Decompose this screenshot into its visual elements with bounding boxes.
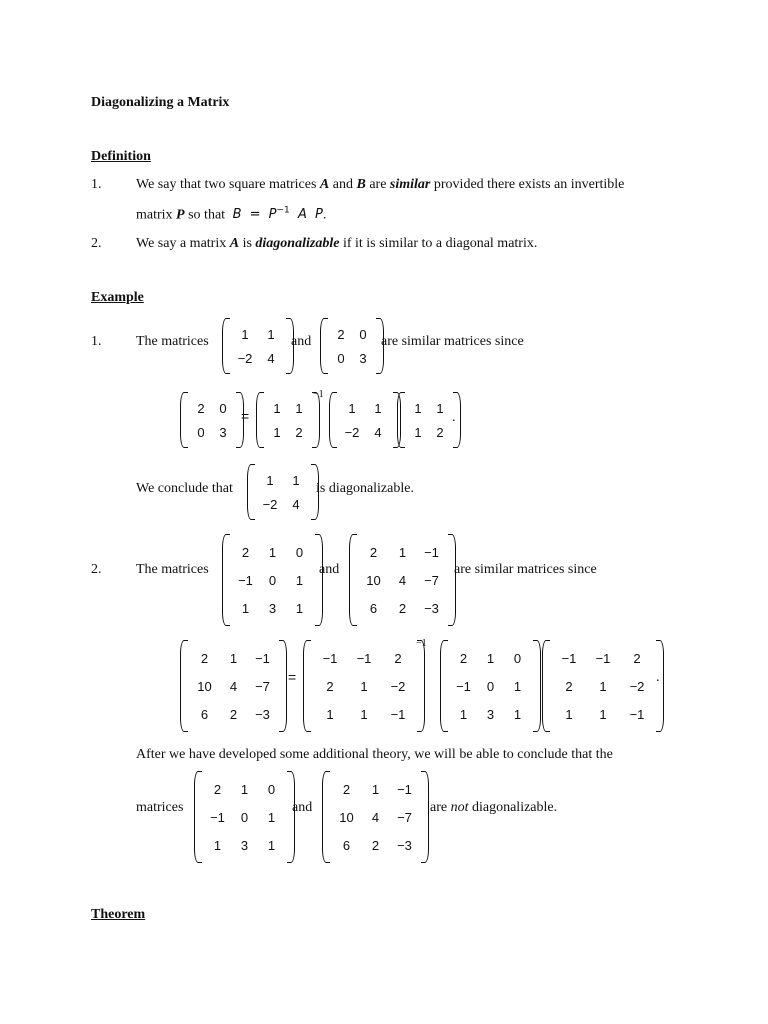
matrix-cell: 2 <box>371 837 380 853</box>
example-2-after-text: After we have developed some additional theory, we will be able to conclude that the <box>136 747 613 762</box>
matrix-grid <box>448 640 533 732</box>
matrix-cell: 1 <box>295 572 304 588</box>
matrix-grid <box>188 392 236 448</box>
matrix-cell: 1 <box>295 600 304 616</box>
matrix-cell: 1 <box>414 400 422 416</box>
left-paren <box>247 464 255 520</box>
matrix-cell: −1 <box>397 781 412 797</box>
matrix-cell: −1 <box>595 650 611 666</box>
matrix-cell: −3 <box>424 600 439 616</box>
matrix-cell: 0 <box>267 781 276 797</box>
matrix-cell: 1 <box>360 706 368 722</box>
left-paren <box>397 392 405 448</box>
matrix-cell: 1 <box>414 424 422 440</box>
right-paren <box>315 534 323 626</box>
matrix-grid <box>230 318 286 374</box>
matrix-cell: 2 <box>295 424 303 440</box>
matrix-cell: 10 <box>366 572 381 588</box>
matrix-cell: −1 <box>456 678 471 694</box>
matrix-cell: 1 <box>240 781 249 797</box>
matrix-cell: −2 <box>237 350 253 366</box>
matrix-cell: 2 <box>197 400 205 416</box>
matrix-grid <box>357 534 448 626</box>
matrix-grid <box>330 771 421 863</box>
eq1-matrix-m1 <box>329 392 401 448</box>
matrix-cell: 0 <box>197 424 205 440</box>
matrix-cell: 4 <box>267 350 275 366</box>
definition-item-2-text: We say a matrix A is diagonalizable if it is similar to a diagonal matrix. <box>136 236 538 251</box>
matrix-cell: 1 <box>436 400 444 416</box>
matrix-cell: 1 <box>292 472 300 488</box>
matrix-cell: 2 <box>337 326 345 342</box>
left-paren <box>542 640 550 732</box>
matrix-cell: 2 <box>436 424 444 440</box>
matrix-cell: 1 <box>213 837 222 853</box>
matrix-cell: 3 <box>219 424 227 440</box>
left-paren <box>222 534 230 626</box>
matrix-cell: −1 <box>390 706 406 722</box>
matrix-cell: 6 <box>342 837 351 853</box>
matrix-cell: 1 <box>241 600 250 616</box>
matrix-cell: 10 <box>339 809 354 825</box>
matrix-grid <box>188 640 279 732</box>
matrix-grid <box>311 640 417 732</box>
matrix-cell: 0 <box>359 326 367 342</box>
matrix-cell: 6 <box>200 706 209 722</box>
matrix-cell: −1 <box>424 544 439 560</box>
eq2-matrix-q2 <box>303 640 425 732</box>
example-2-not-diagonalizable: are not diagonalizable. <box>430 800 558 815</box>
matrix-cell: −7 <box>255 678 270 694</box>
matrix-cell: 10 <box>197 678 212 694</box>
matrix-grid <box>230 534 315 626</box>
example-1-and: and <box>291 334 312 349</box>
left-paren <box>349 534 357 626</box>
example-2-outro: are similar matrices since <box>454 562 597 577</box>
matrix-cell: 2 <box>398 600 407 616</box>
final-matrix-m2 <box>194 771 295 863</box>
matrix-cell: −1 <box>561 650 577 666</box>
left-paren <box>322 771 330 863</box>
eq1-equals: = <box>241 408 250 424</box>
matrix-cell: 1 <box>374 400 382 416</box>
example-1-conclusion-post: is diagonalizable. <box>316 481 414 496</box>
left-paren <box>440 640 448 732</box>
matrix-cell: −7 <box>424 572 439 588</box>
matrix-cell: −7 <box>397 809 412 825</box>
matrix-cell: 2 <box>229 706 238 722</box>
matrix-cell: 0 <box>337 350 345 366</box>
matrix-cell: 3 <box>240 837 249 853</box>
matrix-n2 <box>349 534 456 626</box>
example-1-outro: are similar matrices since <box>381 334 524 349</box>
theorem-heading: Theorem <box>91 907 146 922</box>
matrix-cell: 1 <box>599 706 607 722</box>
definition-item-1-number: 1. <box>91 177 102 192</box>
left-paren <box>320 318 328 374</box>
matrix-cell: 4 <box>371 809 380 825</box>
matrix-cell: −2 <box>629 678 645 694</box>
left-paren <box>329 392 337 448</box>
conclusion-matrix-m1 <box>247 464 319 520</box>
matrix-cell: 1 <box>267 326 275 342</box>
matrix-cell: 1 <box>229 650 238 666</box>
matrix-cell: 2 <box>394 650 402 666</box>
matrix-cell: 1 <box>241 326 249 342</box>
example-2-intro: The matrices <box>136 562 209 577</box>
matrix-cell: 2 <box>633 650 641 666</box>
matrix-cell: 1 <box>267 809 276 825</box>
right-paren <box>656 640 664 732</box>
matrix-cell: −3 <box>255 706 270 722</box>
matrix-grid <box>202 771 287 863</box>
matrix-grid <box>337 392 393 448</box>
right-paren <box>279 640 287 732</box>
matrix-grid <box>405 392 453 448</box>
matrix-cell: 1 <box>565 706 573 722</box>
matrix-cell: −2 <box>344 424 360 440</box>
matrix-cell: 1 <box>459 706 468 722</box>
final-matrix-n2 <box>322 771 429 863</box>
matrix-cell: 1 <box>398 544 407 560</box>
left-paren <box>180 640 188 732</box>
matrix-cell: 0 <box>240 809 249 825</box>
definition-heading: Definition <box>91 149 151 164</box>
matrix-cell: 3 <box>359 350 367 366</box>
left-paren <box>194 771 202 863</box>
eq2-inverse-exponent: −1 <box>416 638 427 649</box>
matrix-cell: 1 <box>326 706 334 722</box>
matrix-cell: 0 <box>513 650 522 666</box>
matrix-d1 <box>320 318 384 374</box>
matrix-cell: 0 <box>268 572 277 588</box>
right-paren <box>287 771 295 863</box>
matrix-cell: 1 <box>273 424 281 440</box>
matrix-cell: 2 <box>369 544 378 560</box>
matrix-cell: 4 <box>292 496 300 512</box>
matrix-cell: 2 <box>459 650 468 666</box>
eq2-period: . <box>656 670 660 685</box>
example-1-intro: The matrices <box>136 334 209 349</box>
example-heading: Example <box>91 290 144 305</box>
eq1-inverse-exponent: −1 <box>313 389 324 400</box>
example-1-conclusion-pre: We conclude that <box>136 481 233 496</box>
matrix-cell: 0 <box>486 678 495 694</box>
matrix-cell: 2 <box>326 678 334 694</box>
example-2-number: 2. <box>91 562 102 577</box>
right-paren <box>312 392 320 448</box>
page-title: Diagonalizing a Matrix <box>91 95 230 110</box>
matrix-cell: −1 <box>629 706 645 722</box>
matrix-cell: 1 <box>513 706 522 722</box>
matrix-cell: 4 <box>374 424 382 440</box>
definition-item-1-line1: We say that two square matrices A and B are similar provided there exists an invertible <box>136 177 625 192</box>
left-paren <box>256 392 264 448</box>
example-2-matrices-word: matrices <box>136 800 184 815</box>
example-1-number: 1. <box>91 334 102 349</box>
matrix-cell: −1 <box>356 650 372 666</box>
left-paren <box>222 318 230 374</box>
matrix-cell: 0 <box>219 400 227 416</box>
matrix-cell: 4 <box>398 572 407 588</box>
matrix-grid <box>550 640 656 732</box>
matrix-cell: 6 <box>369 600 378 616</box>
eq2-matrix-q2-right <box>542 640 664 732</box>
matrix-cell: 1 <box>295 400 303 416</box>
matrix-cell: 1 <box>348 400 356 416</box>
matrix-cell: 3 <box>486 706 495 722</box>
matrix-cell: −2 <box>390 678 406 694</box>
matrix-grid <box>264 392 312 448</box>
eq2-equals: = <box>288 669 297 685</box>
matrix-cell: 1 <box>267 837 276 853</box>
right-paren <box>417 640 425 732</box>
matrix-cell: 2 <box>241 544 250 560</box>
matrix-cell: −3 <box>397 837 412 853</box>
eq1-matrix-d1 <box>180 392 244 448</box>
matrix-cell: 1 <box>266 472 274 488</box>
matrix-cell: 1 <box>360 678 368 694</box>
example-2-and-2: and <box>292 800 313 815</box>
similarity-formula: $B = P^{-1}$ A P <box>232 206 323 223</box>
matrix-cell: 1 <box>599 678 607 694</box>
matrix-m2 <box>222 534 323 626</box>
matrix-cell: 2 <box>213 781 222 797</box>
left-paren <box>303 640 311 732</box>
matrix-cell: −1 <box>255 650 270 666</box>
matrix-cell: 1 <box>268 544 277 560</box>
matrix-cell: 1 <box>486 650 495 666</box>
matrix-cell: 0 <box>295 544 304 560</box>
eq1-matrix-p1 <box>256 392 320 448</box>
matrix-grid <box>328 318 376 374</box>
eq1-period: . <box>452 410 456 425</box>
matrix-cell: 4 <box>229 678 238 694</box>
matrix-cell: 2 <box>342 781 351 797</box>
matrix-m1 <box>222 318 294 374</box>
matrix-cell: 2 <box>565 678 573 694</box>
matrix-cell: 3 <box>268 600 277 616</box>
matrix-cell: 1 <box>371 781 380 797</box>
matrix-cell: −1 <box>210 809 225 825</box>
matrix-grid <box>255 464 311 520</box>
right-paren <box>421 771 429 863</box>
definition-item-2-number: 2. <box>91 236 102 251</box>
matrix-cell: −1 <box>238 572 253 588</box>
eq2-matrix-n2 <box>180 640 287 732</box>
example-2-and: and <box>319 562 340 577</box>
eq2-matrix-m2 <box>440 640 541 732</box>
matrix-cell: −2 <box>262 496 278 512</box>
left-paren <box>180 392 188 448</box>
right-paren <box>448 534 456 626</box>
definition-item-1-line2: matrix P so that $B = P^{-1}$ A P. <box>136 206 327 223</box>
matrix-cell: 1 <box>513 678 522 694</box>
matrix-cell: −1 <box>322 650 338 666</box>
matrix-cell: 2 <box>200 650 209 666</box>
matrix-cell: 1 <box>273 400 281 416</box>
right-paren <box>533 640 541 732</box>
